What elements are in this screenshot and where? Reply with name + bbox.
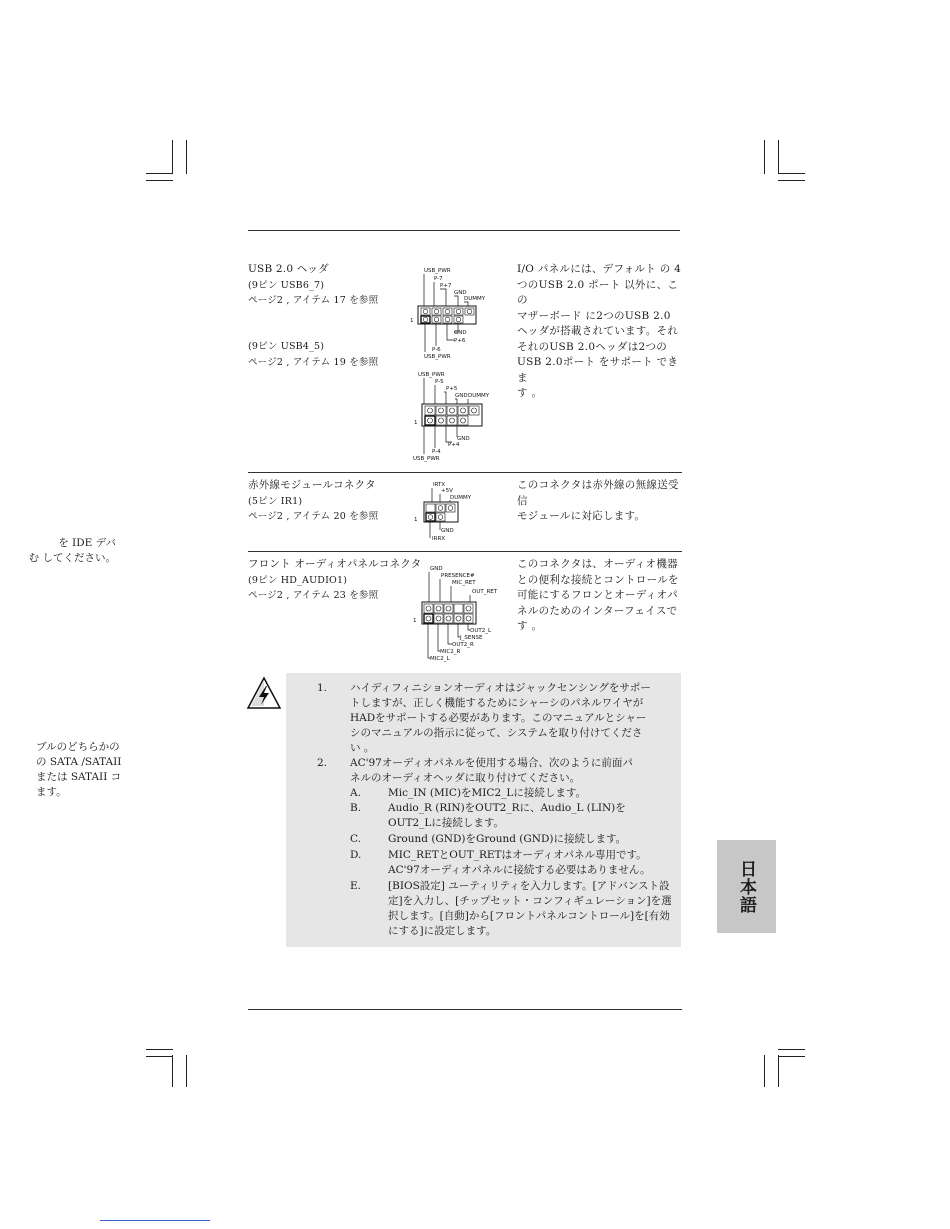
pin-label: P+4 xyxy=(448,442,460,448)
usb-description xyxy=(517,262,687,402)
margin-line: ます。 xyxy=(36,786,67,798)
note-item-c-letter: C. xyxy=(350,833,361,845)
pin-label: PRESENCE# xyxy=(441,573,475,579)
usb-header-ref1: ページ2 , アイテム 17 を参照 xyxy=(248,295,379,306)
note-line: 択します。[自動]から[フロントパネルコントロール]を[有効 xyxy=(388,910,670,922)
section-divider xyxy=(248,551,682,552)
note-line: にする]に設定します。 xyxy=(388,925,497,937)
section-divider xyxy=(248,472,682,473)
margin-line: む してください。 xyxy=(28,552,116,564)
crop-mark xyxy=(146,1049,173,1050)
note-item-c-text xyxy=(388,832,626,847)
language-side-tab-label: 日本語 xyxy=(736,859,756,914)
audio-connector-title: フロント オーディオパネルコネクタ xyxy=(248,558,422,570)
top-rule xyxy=(248,230,680,231)
pin-label: USB_PWR xyxy=(418,372,445,378)
desc-line: I/O パネルには、デフォルト の 4 xyxy=(517,263,682,275)
crop-mark xyxy=(778,1056,805,1057)
audio-pin-diagram xyxy=(410,560,510,668)
note-line: トしますが、正しく機能するためにシャーシのパネルワイヤが xyxy=(350,697,644,709)
crop-mark xyxy=(778,173,805,174)
note-line: Mic_IN (MIC)をMIC2_Lに接続します。 xyxy=(388,787,587,799)
desc-line: このコネクタは赤外線の無線送受信 xyxy=(517,479,679,507)
note-line: [BIOS設定] ユーティリティを入力します。[アドバンスト設 xyxy=(388,880,670,892)
note-line: い 。 xyxy=(350,742,375,754)
desc-line: マザーボード に2つのUSB 2.0 xyxy=(517,309,671,322)
crop-mark xyxy=(764,140,765,174)
crop-mark xyxy=(172,1055,173,1087)
note-item-e-text xyxy=(388,879,672,939)
pin-label: IRTX xyxy=(433,482,446,488)
pin-label: OUT2_R xyxy=(452,642,474,648)
note-line: 定]を入力し、[チップセット・コンフィギュレーション]を選 xyxy=(388,895,672,907)
ir-connector-ref: ページ2 , アイテム 20 を参照 xyxy=(248,511,379,522)
bottom-underline xyxy=(100,1220,210,1221)
note-line: HADをサポートする必要があります。このマニュアルとシャー xyxy=(350,712,647,724)
ir-connector-title: 赤外線モジュールコネクタ xyxy=(248,479,376,491)
pin-label: DUMMY xyxy=(450,495,472,501)
note-line: OUT2_Lに接続します。 xyxy=(388,817,505,829)
crop-mark xyxy=(146,173,173,174)
note-item-e-letter: E. xyxy=(350,880,362,892)
note-line: Ground (GND)をGround (GND)に接続します。 xyxy=(388,833,627,845)
audio-description xyxy=(517,557,687,635)
note-line: ハイディフィニションオーディオはジャックセンシングをサポー xyxy=(350,682,651,694)
desc-line: す 。 xyxy=(517,620,543,632)
usb-header-sub1: (9ピン USB6_7) xyxy=(248,280,325,291)
desc-line: USB 2.0ポート をサポート できま xyxy=(517,356,679,384)
pin-label: DUMMY xyxy=(464,296,486,302)
note-line: MIC_RETとOUT_RETはオーディオパネル専用です。 xyxy=(388,849,647,861)
note-item-d-text xyxy=(388,848,650,878)
desc-line: それのUSB 2.0ヘッダは2つの xyxy=(517,340,668,353)
note-item-b-letter: B. xyxy=(350,802,362,814)
ir-connector-sub: (5ピン IR1) xyxy=(248,496,303,507)
pin-label: IRRX xyxy=(432,536,446,542)
crop-mark xyxy=(186,1055,187,1087)
pin-label: MIC2_L xyxy=(430,656,450,662)
pin-label: GND xyxy=(454,290,467,296)
margin-line: を IDE デバ xyxy=(58,537,116,549)
desc-line: との便利な接続とコントロールを xyxy=(517,573,679,586)
pin1-marker: 1 xyxy=(413,618,417,624)
desc-line: モジュールに対応します。 xyxy=(517,510,646,522)
note-line: シのマニュアルの指示に従って、システムを取り付けてくださ xyxy=(350,727,643,739)
crop-mark xyxy=(764,1055,765,1087)
note-1-number: 1. xyxy=(317,682,328,694)
desc-line: つのUSB 2.0 ポート 以外に、この xyxy=(517,278,679,306)
usb-header-ref2: ページ2 , アイテム 19 を参照 xyxy=(248,357,379,368)
desc-line: す 。 xyxy=(517,387,543,399)
usb-header-sub2: (9ピン USB4_5) xyxy=(248,341,325,352)
desc-line: ヘッダが搭載されています。それ xyxy=(517,325,679,337)
note-item-a-text xyxy=(388,786,586,801)
note-line: Audio_R (RIN)をOUT2_Rに、Audio_L (LIN)を xyxy=(388,802,626,814)
pin-label: MIC_RET xyxy=(452,580,476,586)
crop-mark xyxy=(172,140,173,174)
note-item-d-letter: D. xyxy=(350,849,362,861)
usb-header-title: USB 2.0 ヘッダ xyxy=(248,263,329,275)
bottom-rule xyxy=(248,1009,682,1010)
usb6-7-pin-diagram xyxy=(408,262,503,362)
ir-pin-diagram xyxy=(410,478,490,544)
warning-triangle-icon xyxy=(246,675,282,711)
margin-line: ブルのどちらかの xyxy=(36,741,120,753)
margin-fragment-2 xyxy=(36,740,121,800)
pin-label: GND xyxy=(430,566,443,572)
pin-label: GND xyxy=(454,330,467,336)
crop-mark xyxy=(778,1055,779,1087)
ir-description xyxy=(517,478,687,525)
audio-connector-ref: ページ2 , アイテム 23 を参照 xyxy=(248,590,379,601)
pin-label: +5V xyxy=(441,488,453,494)
crop-mark xyxy=(186,140,187,174)
note-line: AC'97オーディオパネルに接続する必要はありません。 xyxy=(388,864,651,876)
note-line: AC'97オーディオパネルを使用する場合、次のように前面パ xyxy=(350,757,633,769)
note-item-b-text xyxy=(388,801,626,831)
pin-label: MIC2_R xyxy=(440,649,461,655)
note-2-text xyxy=(350,756,633,786)
pin-label: P-7 xyxy=(434,276,443,282)
note-line: ネルのオーディオヘッダに取り付けてください。 xyxy=(350,772,581,784)
pin-label: J_SENSE xyxy=(460,635,483,641)
margin-line: の SATA /SATAII xyxy=(36,756,122,768)
crop-mark xyxy=(778,1049,805,1050)
pin-label: P+6 xyxy=(454,338,466,344)
pin1-marker: 1 xyxy=(414,420,418,426)
pin-label: USB_PWR xyxy=(413,456,440,462)
usb4-5-pin-diagram xyxy=(410,368,505,464)
pin-label: GND xyxy=(441,528,454,534)
crop-mark xyxy=(778,180,805,181)
pin1-marker: 1 xyxy=(414,517,418,523)
pin-label: P-5 xyxy=(435,379,444,385)
pin-label: P+5 xyxy=(446,386,458,392)
margin-fragment-1 xyxy=(29,536,116,566)
desc-line: ネルのためのインターフェイスで xyxy=(517,604,678,617)
audio-connector-sub: (9ピン HD_AUDIO1) xyxy=(248,575,348,586)
pin-label: P-6 xyxy=(432,347,441,353)
pin-label: USB_PWR xyxy=(424,354,451,360)
pin-label: P-4 xyxy=(432,449,441,455)
desc-line: 可能にするフロンとオーディオパ xyxy=(517,589,678,601)
crop-mark xyxy=(146,180,173,181)
pin1-marker: 1 xyxy=(410,318,414,324)
margin-line: または SATAII コ xyxy=(36,771,122,783)
pin-label: GND xyxy=(457,436,470,442)
pin-label: GND xyxy=(455,393,468,399)
language-side-tab xyxy=(717,840,776,933)
crop-mark xyxy=(146,1056,173,1057)
desc-line: このコネクタは、オーディオ機器 xyxy=(517,558,678,570)
pin-label: P+7 xyxy=(440,283,452,289)
crop-mark xyxy=(778,140,779,174)
note-2-number: 2. xyxy=(317,757,328,769)
pin-label: OUT2_L xyxy=(470,628,492,634)
note-item-a-letter: A. xyxy=(350,787,361,799)
pin-label: DUMMY xyxy=(468,393,490,399)
note-1-text xyxy=(350,681,651,756)
pin-label: USB_PWR xyxy=(424,268,451,274)
pin-label: OUT_RET xyxy=(472,589,498,595)
